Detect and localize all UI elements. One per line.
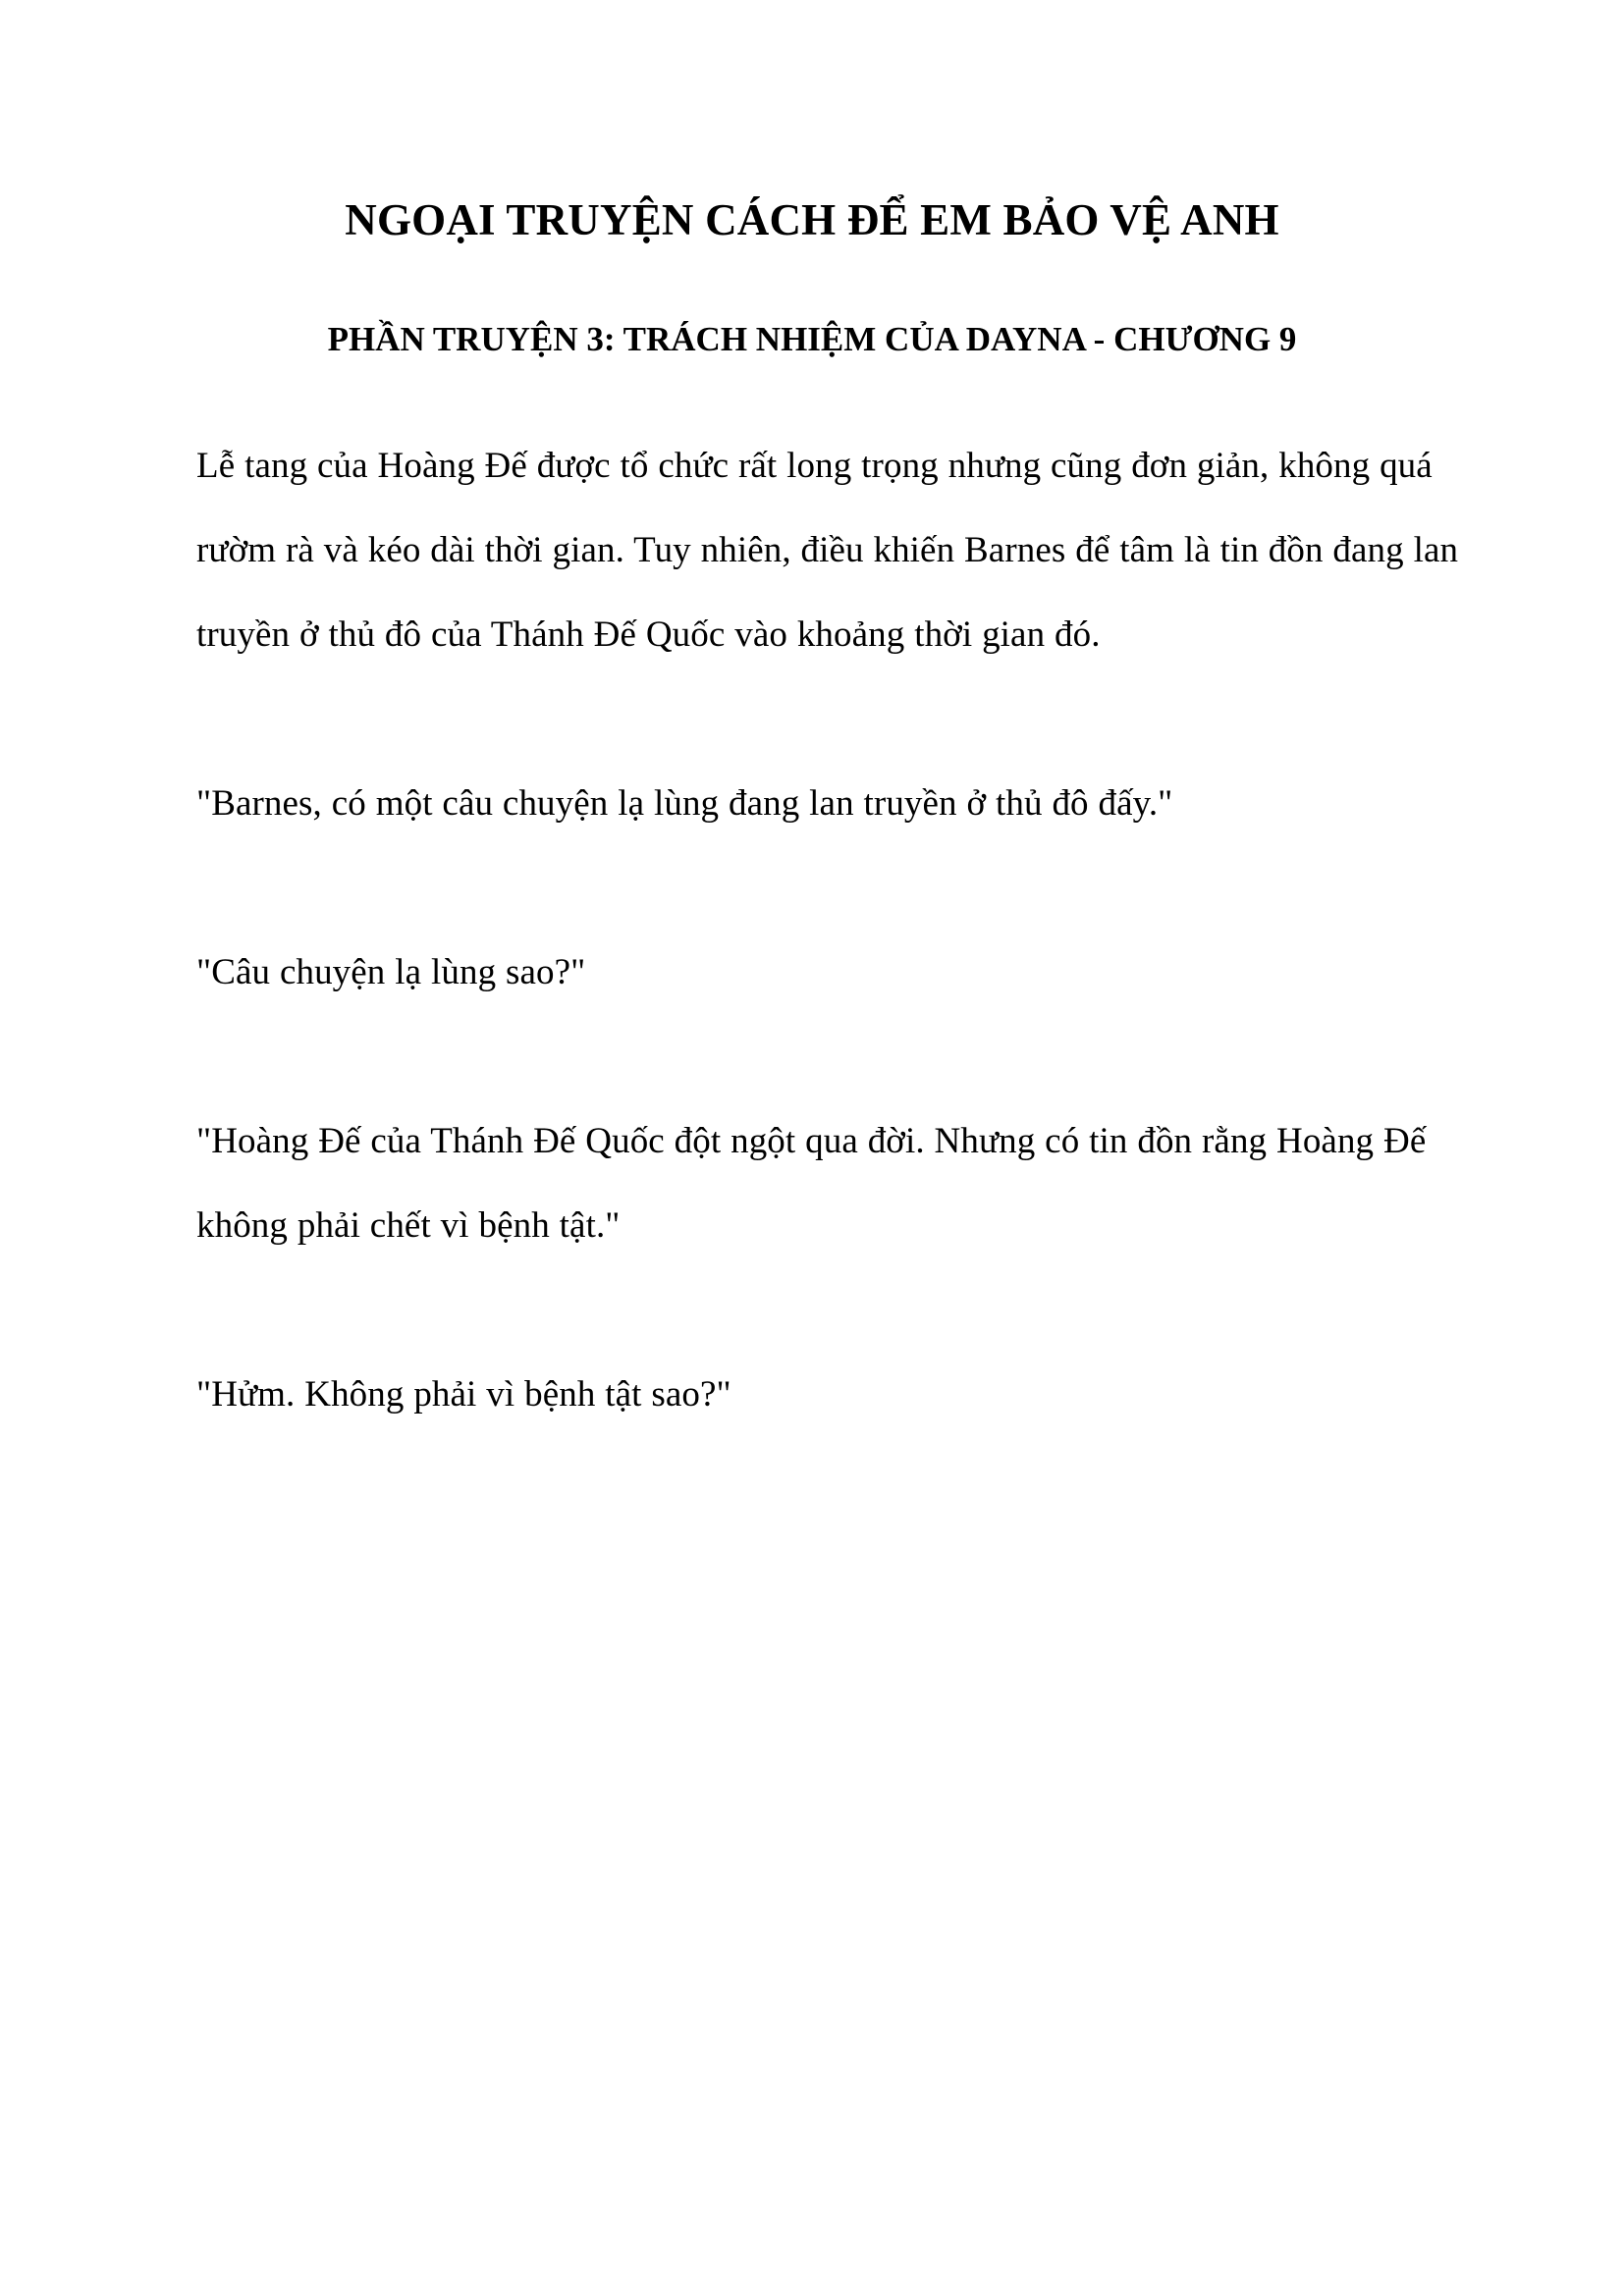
paragraph: Lễ tang của Hoàng Đế được tổ chức rất long trọng nhưng cũng đơn giản, không quá rườm rà và kéo dài thời gian. Tuy nhiên, điều khiến Barnes để tâm là tin đồn đang lan truyền ở thủ đô của Thánh Đế Quốc vào khoảng thời gian đó.	[196, 446, 1459, 655]
body-text	[196, 424, 1473, 1437]
paragraph: "Hửm. Không phải vì bệnh tật sao?"	[196, 1374, 731, 1415]
chapter-subtitle: PHẦN TRUYỆN 3: TRÁCH NHIỆM CỦA DAYNA - CHƯƠNG 9	[327, 320, 1297, 358]
page-title: NGOẠI TRUYỆN CÁCH ĐỂ EM BẢO VỆ ANH	[345, 195, 1279, 244]
paragraph: "Hoàng Đế của Thánh Đế Quốc đột ngột qua đời. Nhưng có tin đồn rằng Hoàng Đế không phải chết vì bệnh tật."	[196, 1121, 1427, 1246]
paragraph: "Barnes, có một câu chuyện lạ lùng đang lan truyền ở thủ đô đấy."	[196, 783, 1173, 824]
paragraph: "Câu chuyện lạ lùng sao?"	[196, 952, 586, 992]
